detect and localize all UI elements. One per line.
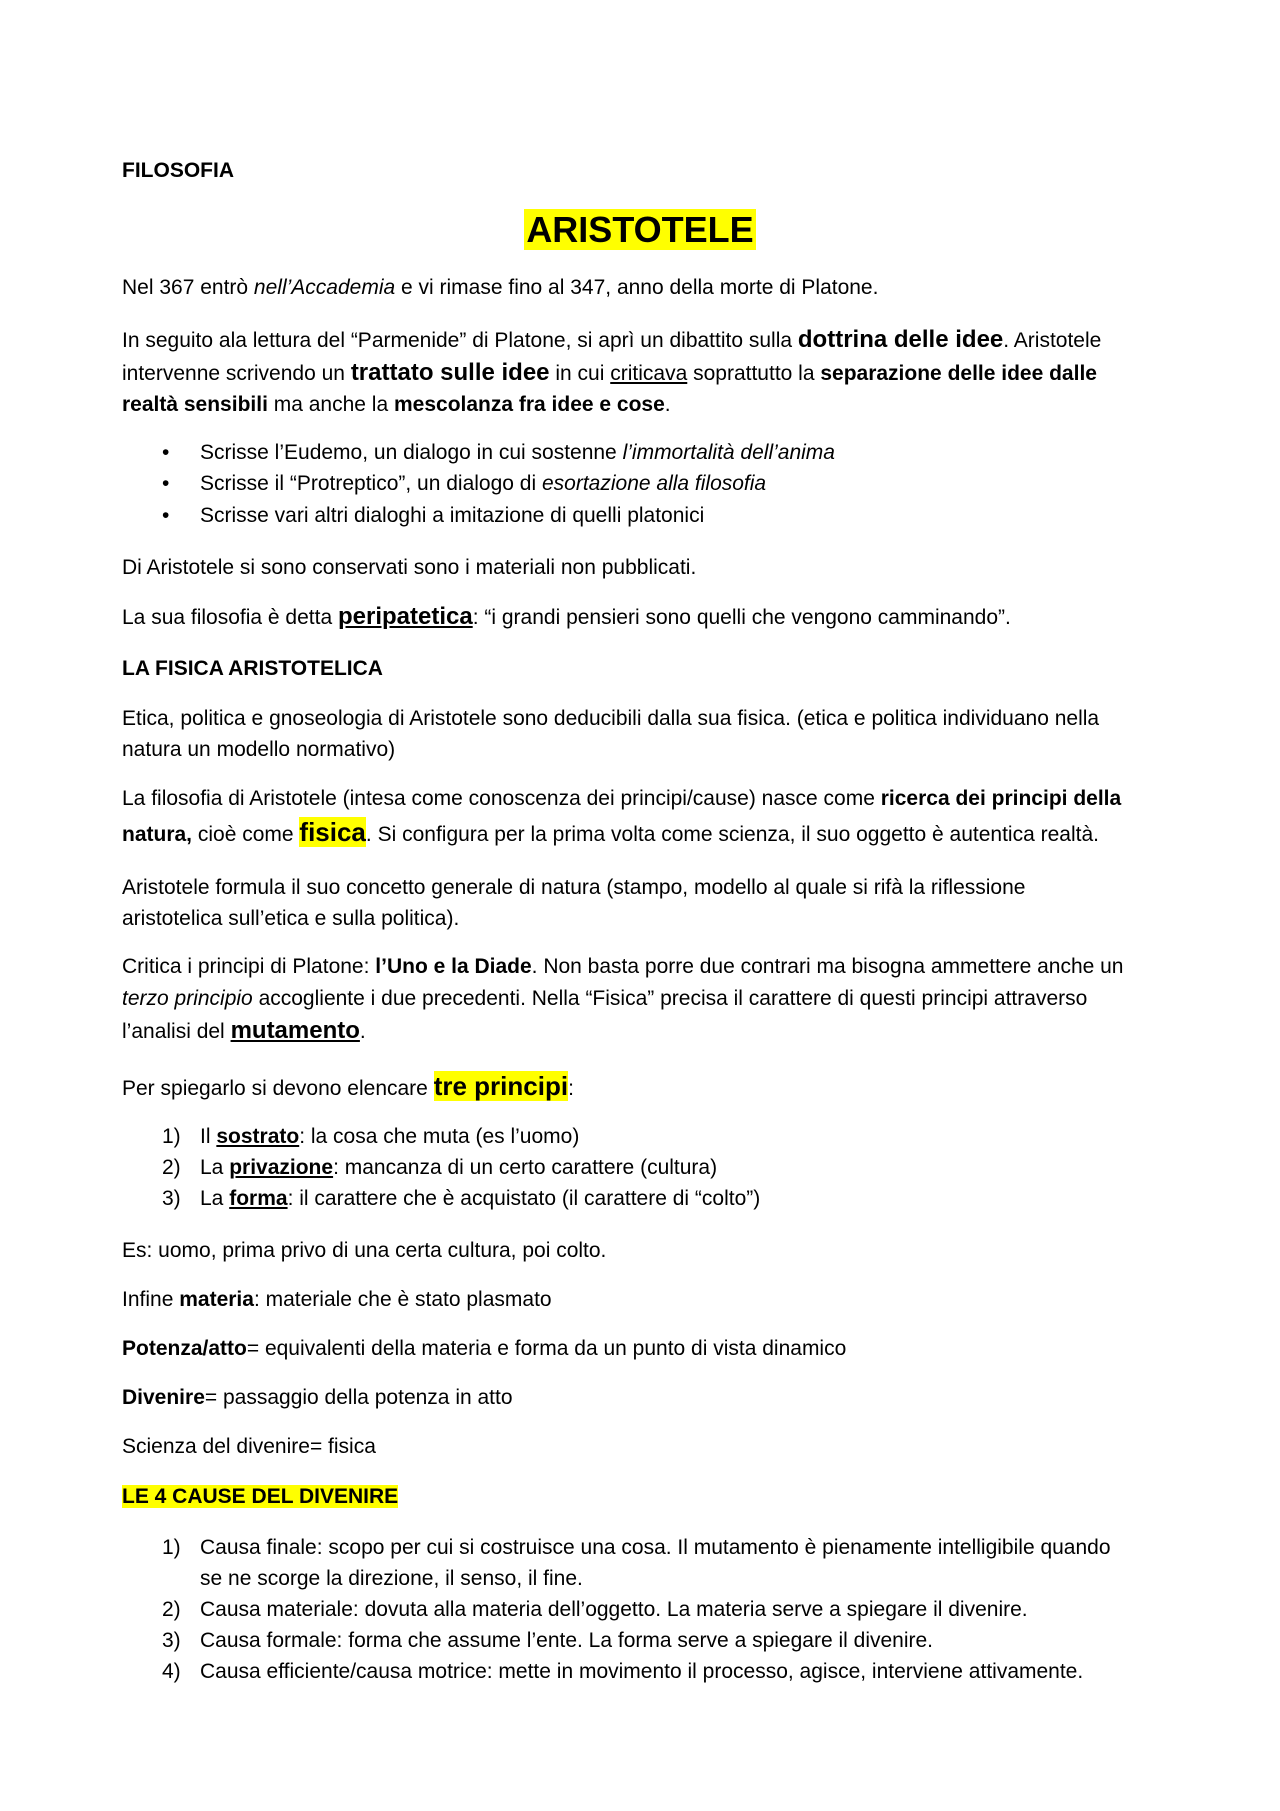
text-run: La sua filosofia è detta bbox=[122, 606, 338, 629]
list-item-text: se ne scorge la direzione, il senso, il fine. bbox=[200, 1567, 583, 1590]
text-run-bold-underlined: forma bbox=[229, 1187, 288, 1210]
paragraph-accademia bbox=[122, 272, 1160, 303]
text-run: . Aristotele bbox=[1003, 329, 1102, 352]
text-run: La bbox=[200, 1156, 230, 1179]
paragraph-natura-line2: aristotelica sull’etica e sulla politica). bbox=[122, 907, 460, 930]
text-run-bold: materia bbox=[179, 1288, 254, 1311]
text-run: Infine bbox=[122, 1288, 180, 1311]
paragraph-potenza-atto bbox=[122, 1333, 1160, 1364]
list-number: 3) bbox=[162, 1629, 181, 1652]
text-run-bold-underlined: mutamento bbox=[230, 1017, 360, 1044]
list-item bbox=[122, 1121, 1160, 1152]
text-run: soprattutto la bbox=[687, 362, 821, 385]
text-run-bold: Divenire bbox=[122, 1386, 205, 1409]
text-run-bold: dottrina delle idee bbox=[797, 326, 1004, 353]
text-run: : mancanza di un certo carattere (cultura) bbox=[333, 1156, 718, 1179]
text-run: La bbox=[200, 1187, 230, 1210]
paragraph-natura-line1: Aristotele formula il suo concetto generale di natura (stampo, modello al quale si rifà la riflessione bbox=[122, 876, 1026, 899]
text-run: La filosofia di Aristotele (intesa come conoscenza dei principi/cause) nasce come bbox=[122, 787, 881, 810]
paragraph-divenire bbox=[122, 1382, 1160, 1413]
paragraph-filosofia-line1 bbox=[122, 783, 1160, 814]
paragraph-filosofia-line2 bbox=[122, 817, 1160, 850]
text-run-highlighted: tre principi bbox=[433, 1071, 569, 1101]
paragraph-critica-line2 bbox=[122, 983, 1160, 1014]
text-run: Il bbox=[200, 1125, 217, 1148]
paragraph-parmenide-line3 bbox=[122, 389, 1160, 420]
text-run-bold-underlined: privazione bbox=[229, 1156, 334, 1179]
paragraph-parmenide-line2 bbox=[122, 357, 1160, 389]
text-run-italic: esortazione alla filosofia bbox=[541, 472, 767, 495]
list-item bbox=[122, 1183, 1160, 1214]
text-run: In seguito ala lettura del “Parmenide” di Platone, si aprì un dibattito sulla bbox=[122, 329, 798, 352]
paragraph-scienza: Scienza del divenire= fisica bbox=[122, 1435, 376, 1458]
text-run: cioè come bbox=[192, 823, 300, 846]
text-run: : materiale che è stato plasmato bbox=[253, 1288, 552, 1311]
list-item bbox=[122, 437, 1160, 468]
paragraph-critica-line1 bbox=[122, 951, 1160, 982]
text-run-bold: Potenza/atto bbox=[122, 1337, 247, 1360]
text-run: : bbox=[568, 1077, 574, 1100]
paragraph-esempio: Es: uomo, prima privo di una certa cultura, poi colto. bbox=[122, 1239, 607, 1262]
text-run: l’analisi del bbox=[122, 1020, 231, 1043]
text-run-underlined: criticava bbox=[610, 362, 688, 385]
text-run-italic: l’immortalità dell’anima bbox=[622, 441, 835, 464]
text-run: accogliente i due precedenti. Nella “Fisica” precisa il carattere di questi principi attraverso bbox=[252, 987, 1088, 1010]
paragraph-tre-principi bbox=[122, 1071, 1160, 1104]
text-run-italic: nell’Accademia bbox=[253, 276, 396, 299]
list-item bbox=[122, 1656, 1160, 1687]
list-number: 3) bbox=[162, 1187, 181, 1210]
text-run: . bbox=[664, 393, 671, 416]
paragraph-peripatetica bbox=[122, 601, 1160, 633]
heading-filosofia: FILOSOFIA bbox=[122, 159, 234, 182]
heading-cause bbox=[122, 1481, 1160, 1512]
page-title bbox=[0, 207, 1280, 253]
heading-cause-text: LE 4 CAUSE DEL DIVENIRE bbox=[122, 1485, 399, 1508]
text-run-highlighted: fisica bbox=[299, 817, 366, 847]
text-run: = equivalenti della materia e forma da un punto di vista dinamico bbox=[246, 1337, 847, 1360]
text-run-bold-underlined: peripatetica bbox=[337, 603, 473, 630]
paragraph-critica-line3 bbox=[122, 1015, 1160, 1047]
list-item-text: Causa finale: scopo per cui si costruisce una cosa. Il mutamento è pienamente intelligibile quando bbox=[200, 1536, 1111, 1559]
list-number: 1) bbox=[162, 1536, 181, 1559]
heading-fisica: LA FISICA ARISTOTELICA bbox=[122, 657, 383, 680]
text-run: intervenne scrivendo un bbox=[122, 362, 351, 385]
text-run: Scrisse l’Eudemo, un dialogo in cui sostenne bbox=[200, 441, 623, 464]
text-run: . Si configura per la prima volta come scienza, il suo oggetto è autentica realtà. bbox=[365, 823, 1099, 846]
text-run: = passaggio della potenza in atto bbox=[204, 1386, 513, 1409]
list-number: 4) bbox=[162, 1660, 181, 1683]
text-run-bold: ricerca dei principi della bbox=[880, 787, 1122, 810]
text-run: Scrisse vari altri dialoghi a imitazione di quelli platonici bbox=[200, 504, 705, 527]
text-run-bold: mescolanza fra idee e cose bbox=[393, 393, 665, 416]
bullet-marker: • bbox=[162, 504, 170, 527]
text-run: Per spiegarlo si devono elencare bbox=[122, 1077, 434, 1100]
paragraph-etica-line2: natura un modello normativo) bbox=[122, 738, 396, 761]
paragraph-parmenide-line1 bbox=[122, 324, 1160, 356]
text-run: : il carattere che è acquistato (il carattere di “colto”) bbox=[287, 1187, 761, 1210]
text-run-bold-underlined: sostrato bbox=[216, 1125, 300, 1148]
list-number: 2) bbox=[162, 1156, 181, 1179]
bullet-marker: • bbox=[162, 472, 170, 495]
text-run-bold: separazione delle idee dalle bbox=[820, 362, 1097, 385]
text-run-bold: trattato sulle idee bbox=[350, 359, 550, 386]
list-item-text: Causa materiale: dovuta alla materia dell’oggetto. La materia serve a spiegare il divenire. bbox=[200, 1598, 1028, 1621]
list-item bbox=[122, 1152, 1160, 1183]
text-run: Nel 367 entrò bbox=[122, 276, 254, 299]
page-title-text: ARISTOTELE bbox=[526, 209, 754, 250]
paragraph-materia bbox=[122, 1284, 1160, 1315]
list-item bbox=[122, 1625, 1160, 1656]
list-item bbox=[122, 1532, 1160, 1563]
list-item-continuation bbox=[122, 1563, 1160, 1594]
text-run-bold: natura, bbox=[122, 823, 193, 846]
text-run-bold: l’Uno e la Diade bbox=[375, 955, 532, 978]
text-run: e vi rimase fino al 347, anno della morte di Platone. bbox=[395, 276, 879, 299]
list-item bbox=[122, 1594, 1160, 1625]
text-run: Critica i principi di Platone: bbox=[122, 955, 376, 978]
paragraph-etica-line1: Etica, politica e gnoseologia di Aristotele sono deducibili dalla sua fisica. (etica e politica individuano nella bbox=[122, 707, 1100, 730]
text-run: ma anche la bbox=[267, 393, 394, 416]
text-run-bold: realtà sensibili bbox=[122, 393, 268, 416]
list-item-text: Causa formale: forma che assume l’ente. La forma serve a spiegare il divenire. bbox=[200, 1629, 934, 1652]
text-run: : “i grandi pensieri sono quelli che vengono camminando”. bbox=[472, 606, 1011, 629]
list-number: 1) bbox=[162, 1125, 181, 1148]
list-item bbox=[122, 468, 1160, 499]
paragraph-materiali: Di Aristotele si sono conservati sono i materiali non pubblicati. bbox=[122, 556, 697, 579]
text-run: . Non basta porre due contrari ma bisogna ammettere anche un bbox=[531, 955, 1124, 978]
text-run-italic: terzo principio bbox=[122, 987, 253, 1010]
list-item bbox=[122, 500, 1160, 531]
text-run: : la cosa che muta (es l’uomo) bbox=[299, 1125, 580, 1148]
list-number: 2) bbox=[162, 1598, 181, 1621]
bullet-marker: • bbox=[162, 441, 170, 464]
text-run: . bbox=[359, 1020, 366, 1043]
list-item-text: Causa efficiente/causa motrice: mette in movimento il processo, agisce, interviene attivamente. bbox=[200, 1660, 1084, 1683]
text-run: in cui bbox=[549, 362, 611, 385]
text-run: Scrisse il “Protreptico”, un dialogo di bbox=[200, 472, 542, 495]
